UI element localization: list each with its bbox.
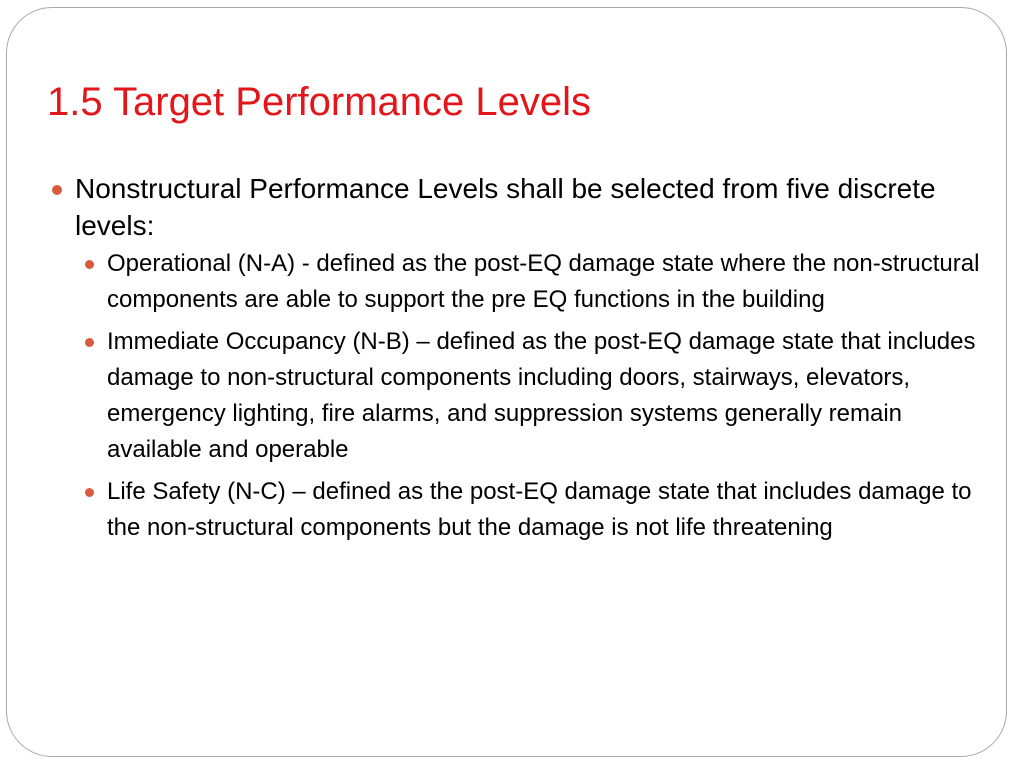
bullet-item — [50, 170, 985, 546]
sub-bullet-text: Operational (N-A) - defined as the post-EQ damage state where the non-structural components are able to support the pre EQ functions in the building — [107, 250, 980, 313]
bullet-dot-icon — [85, 338, 94, 347]
sub-bullet-text: Life Safety (N-C) – defined as the post-EQ damage state that includes damage to the non-structural components but the damage is not life threatening — [107, 478, 972, 541]
slide-title: 1.5 Target Performance Levels — [47, 80, 592, 124]
bullet-dot-icon — [52, 185, 62, 195]
bullet-text: Nonstructural Performance Levels shall be selected from five discrete levels: — [75, 173, 936, 241]
bullet-dot-icon — [85, 260, 94, 269]
sub-bullet-text: Immediate Occupancy (N-B) – defined as the post-EQ damage state that includes damage to non-structural components including doors, stairways, elevators, emergency lighting, fire alarms, and suppression systems generally remain available and operable — [107, 328, 976, 463]
sub-bullet-list — [75, 246, 985, 546]
sub-bullet-item-life-safety — [75, 474, 985, 546]
sub-bullet-item-immediate-occupancy — [75, 324, 985, 468]
bullet-list — [50, 170, 985, 552]
sub-bullet-item-operational — [75, 246, 985, 318]
bullet-dot-icon — [85, 488, 94, 497]
